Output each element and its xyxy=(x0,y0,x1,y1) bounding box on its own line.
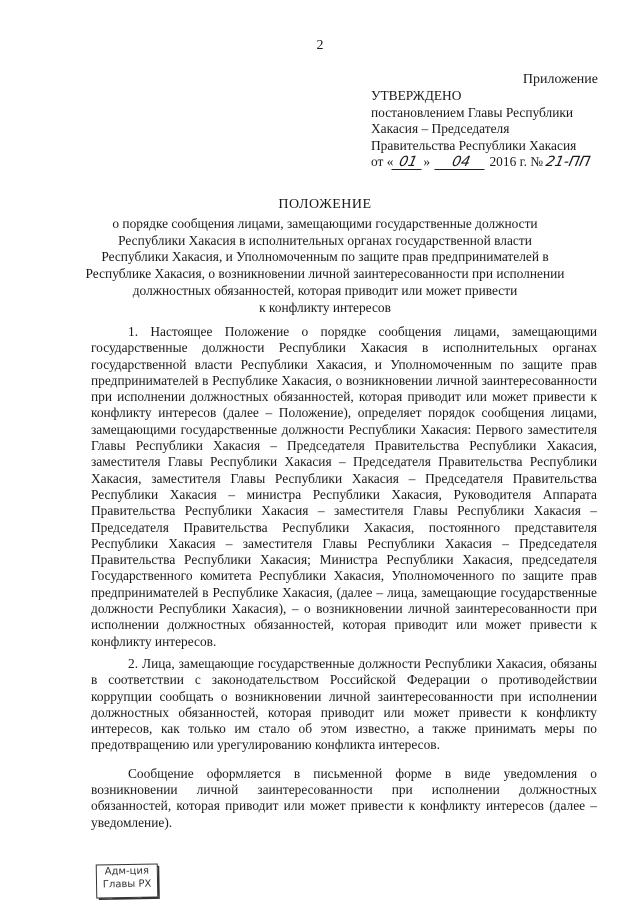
subtitle-line: Республики Хакасия в исполнительных органах государственной власти xyxy=(118,232,532,248)
page-number: 2 xyxy=(316,38,324,53)
body-paragraph-2: 2. Лица, замещающие государственные должности Республики Хакасия, обязаны в соответствии с законодательством Российской Федерации о противодействии коррупции сообщать о возникновении личной заинтересованности при исполнении должностных обязанностей, которая приводит или может привести к конфликту интересов, как только им стало об этом известно, а также принимать меры по предотвращению или урегулированию конфликта интересов. xyxy=(91,655,597,753)
handwritten-decree-number: 21-ПП xyxy=(544,154,593,171)
subtitle-line: должностных обязанностей, которая приводит или может привести xyxy=(132,282,518,298)
body-paragraph-3: Сообщение оформляется в письменной форме в виде уведомления о возникновении личной заинтересованности при исполнении должностных обязанностей, которая приводит или может привести к конфликту интересов (далее – уведомление). xyxy=(91,765,597,830)
document-title: ПОЛОЖЕНИЕ xyxy=(278,197,372,212)
approval-date-line xyxy=(371,154,611,171)
approval-block xyxy=(371,88,611,171)
approval-line: Хакасия – Председателя xyxy=(371,121,510,137)
subtitle-line: к конфликту интересов xyxy=(259,299,391,315)
handwritten-day: 01 xyxy=(392,155,425,170)
year-text: 2016 г. № xyxy=(489,154,544,170)
date-prefix: от « xyxy=(371,154,394,170)
stamp-line-2: Главы РХ xyxy=(102,878,152,891)
date-day-close: » xyxy=(423,154,431,170)
handwritten-month: 04 xyxy=(435,155,488,170)
registry-stamp xyxy=(96,863,159,898)
appendix-label: Приложение xyxy=(522,72,598,87)
stamp-line-1: Адм-ция xyxy=(104,865,150,878)
document-body xyxy=(91,324,597,837)
subtitle-line: Республике Хакасия, о возникновении личной заинтересованности при исполнении xyxy=(85,266,565,282)
approval-line: Правительства Республики Хакасия xyxy=(371,137,577,153)
approval-line: постановлением Главы Республики xyxy=(371,104,574,120)
subtitle-line: о порядке сообщения лицами, замещающими государственные должности xyxy=(112,215,538,231)
document-title-block xyxy=(70,197,580,317)
approval-title: УТВЕРЖДЕНО xyxy=(371,88,462,103)
subtitle-line: Республики Хакасия, и Уполномоченным по защите прав предпринимателей в xyxy=(101,249,549,265)
body-paragraph-1: 1. Настоящее Положение о порядке сообщения лицами, замещающими государственные должности Республики Хакасия в исполнительных органах государственной власти Республики Хакасия, и Уполномоченным по защите прав предпринимателей в Республике Хакасия, о возникновении личной заинтересованности при исполнении должностных обязанностей, которая приводит или может привести к конфликту интересов (далее – Положение), определяет порядок сообщения лицами, замещающими государственные должности Республики Хакасия: Первого заместителя Главы Республики Хакасия – Председателя Правительства Республики Хакасия, заместителя Главы Республики Хакасия – Председателя Правительства Республики Хакасия, заместителя Главы Республики Хакасия – Председателя Правительства Республики Хакасия – министра Республики Хакасия, Руководителя Аппарата Правительства Республики Хакасия – заместителя Главы Республики Хакасия – Председателя Правительства Республики Хакасия, постоянного представителя Республики Хакасия – заместителя Главы Республики Хакасия – Председателя Правительства Республики Хакасия; Министра Республики Хакасия, председателя Государственного комитета Республики Хакасия, Уполномоченного по защите прав предпринимателей в Республике Хакасия, (далее – лица, замещающие государственные должности Республики Хакасия), – о возникновении личной заинтересованности при исполнении должностных обязанностей, которая приводит или может привести к конфликту интересов. xyxy=(91,324,597,649)
